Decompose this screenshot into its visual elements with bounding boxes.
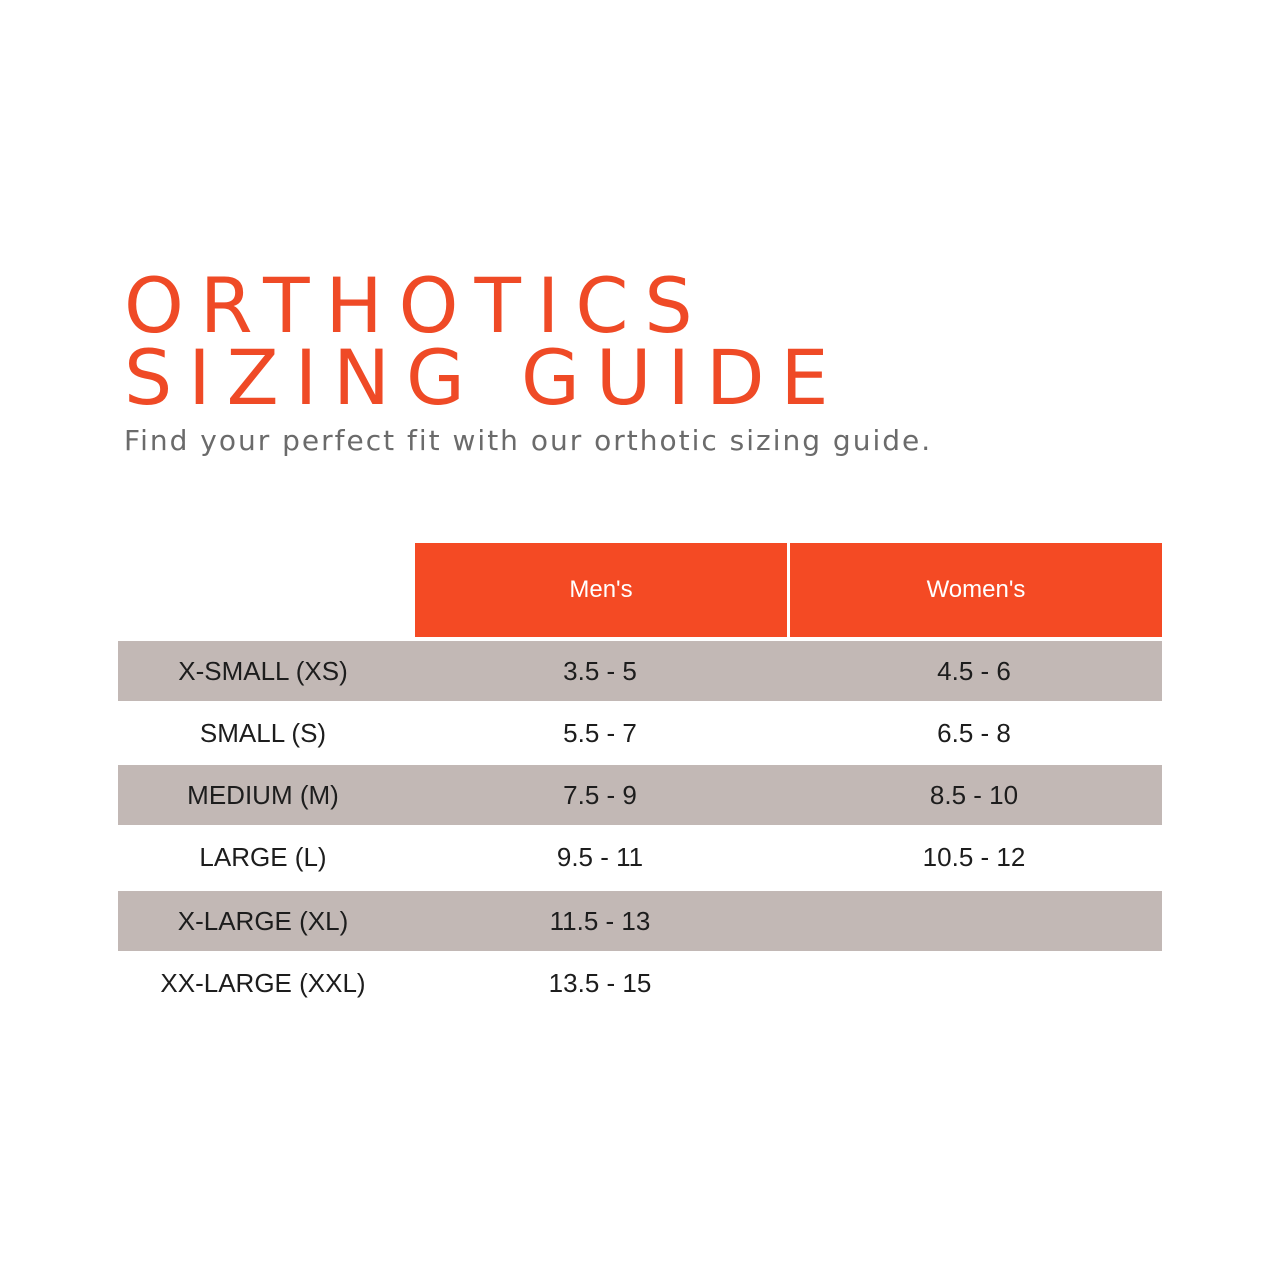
table-header-womens: Women's [790, 543, 1162, 637]
womens-range: 8.5 - 10 [929, 779, 1019, 810]
table-row [118, 641, 1162, 701]
size-label: X-LARGE (XL) [177, 905, 349, 936]
table-row [118, 891, 1162, 951]
page-subtitle: Find your perfect fit with our orthotic sizing guide. [124, 424, 933, 457]
size-label: X-SMALL (XS) [178, 655, 348, 686]
table-row [118, 703, 1162, 763]
mens-range: 7.5 - 9 [563, 779, 637, 810]
mens-range: 9.5 - 11 [556, 841, 644, 872]
mens-range: 3.5 - 5 [563, 655, 637, 686]
mens-range: 13.5 - 15 [548, 967, 652, 998]
womens-range: 10.5 - 12 [922, 841, 1026, 872]
table-header-mens: Men's [415, 543, 787, 637]
table-row [118, 827, 1162, 887]
womens-range [912, 953, 1036, 1013]
page-title-line-2: SIZING GUIDE [124, 333, 845, 422]
womens-range: 4.5 - 6 [937, 655, 1011, 686]
size-label: LARGE (L) [199, 841, 327, 872]
womens-range: 6.5 - 8 [937, 717, 1011, 748]
table-row [118, 953, 1162, 1013]
mens-range: 11.5 - 13 [549, 905, 651, 936]
size-label: MEDIUM (M) [187, 779, 339, 810]
size-label: SMALL (S) [199, 717, 327, 748]
mens-range: 5.5 - 7 [563, 717, 637, 748]
womens-range [912, 891, 1036, 951]
page-title-line-1: ORTHOTICS [124, 261, 709, 350]
table-row [118, 765, 1162, 825]
size-label: XX-LARGE (XXL) [160, 967, 366, 998]
